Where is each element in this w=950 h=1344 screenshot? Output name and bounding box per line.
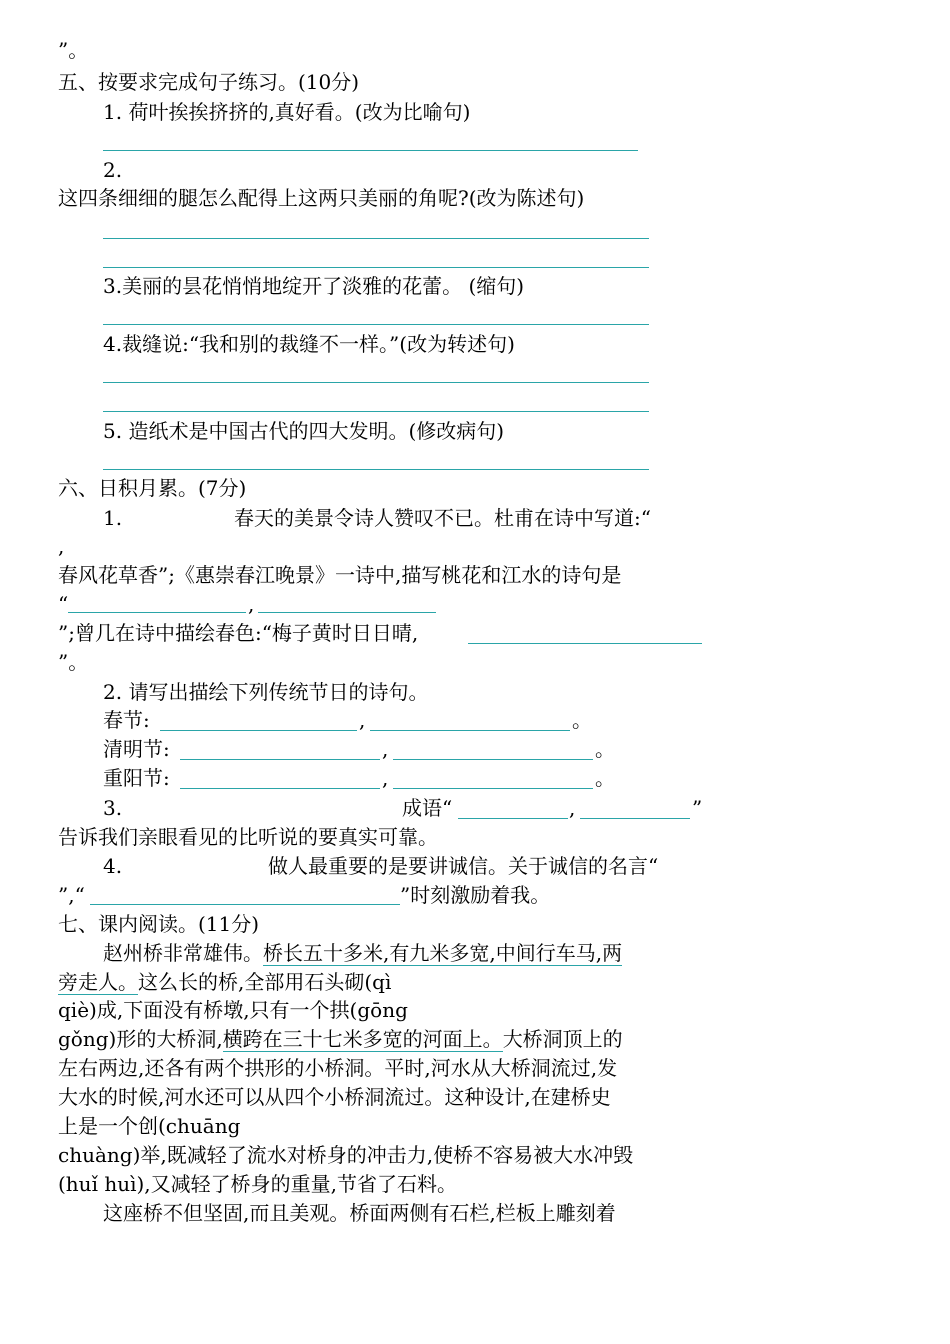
- passage-text: 赵州桥非常雄伟。: [103, 941, 263, 965]
- festival-end: 。: [572, 708, 592, 732]
- question-5-2: 这四条细细的腿怎么配得上这两只美丽的角呢?(改为陈述句): [58, 186, 585, 210]
- answer-line[interactable]: [160, 730, 357, 731]
- answer-line[interactable]: [103, 382, 649, 383]
- festival-sep: ,: [382, 766, 389, 790]
- answer-line[interactable]: [468, 643, 702, 644]
- question-6-4-line2-end: ”时刻激励着我。: [400, 883, 551, 907]
- answer-line[interactable]: [393, 788, 593, 789]
- passage-line: 大水的时候,河水还可以从四个小桥洞流过。这种设计,在建桥史: [58, 1085, 611, 1109]
- passage-line: qiè)成,下面没有桥墩,只有一个拱(gōng: [58, 998, 408, 1022]
- underlined-sentence: 横跨在三十七米多宽的河面上。: [222, 1027, 503, 1051]
- top-quote-end: ”。: [58, 38, 89, 62]
- question-5-2-number: 2.: [103, 158, 123, 182]
- passage-line: 这座桥不但坚固,而且美观。桥面两侧有石栏,栏板上雕刻着: [103, 1201, 616, 1225]
- answer-line[interactable]: [258, 612, 436, 613]
- answer-line[interactable]: [370, 730, 570, 731]
- question-5-5: 5. 造纸术是中国古代的四大发明。(修改病句): [103, 419, 505, 443]
- question-5-3: 3.美丽的昙花悄悄地绽开了淡雅的花蕾。 (缩句): [103, 274, 525, 298]
- question-6-3-line2: 告诉我们亲眼看见的比听说的要真实可靠。: [58, 825, 438, 849]
- answer-line[interactable]: [103, 267, 649, 268]
- passage-line: (huǐ huì),又减轻了桥身的重量,节省了石料。: [58, 1172, 457, 1196]
- answer-line[interactable]: [90, 904, 400, 905]
- festival-end: 。: [595, 737, 615, 761]
- question-6-4-line2-start: ”,“: [58, 883, 85, 907]
- question-5-4: 4.裁缝说:“我和别的裁缝不一样。”(改为转述句): [103, 332, 515, 356]
- question-6-1-end: ”。: [58, 650, 89, 674]
- underlined-sentence: 旁走人。: [58, 970, 138, 994]
- question-6-2: 2. 请写出描绘下列传统节日的诗句。: [103, 680, 429, 704]
- question-6-3-number: 3.: [103, 796, 123, 820]
- question-6-1-comma: ,: [58, 534, 65, 558]
- section-7-heading: 七、课内阅读。(11分): [58, 912, 260, 936]
- section-5-heading: 五、按要求完成句子练习。(10分): [58, 70, 360, 94]
- answer-line[interactable]: [103, 469, 649, 470]
- question-6-1-open-quote: “: [58, 592, 69, 616]
- question-5-1: 1. 荷叶挨挨挤挤的,真好看。(改为比喻句): [103, 100, 471, 124]
- passage-line: 上是一个创(chuāng: [58, 1114, 241, 1138]
- question-6-1-text: 春天的美景令诗人赞叹不已。杜甫在诗中写道:“: [234, 506, 651, 530]
- answer-line[interactable]: [68, 612, 246, 613]
- answer-line[interactable]: [393, 759, 593, 760]
- festival-end: 。: [595, 766, 615, 790]
- answer-line[interactable]: [103, 411, 649, 412]
- question-6-3-sep: ,: [569, 796, 576, 820]
- passage-line: 左右两边,还各有两个拱形的小桥洞。平时,河水从大桥洞流过,发: [58, 1056, 618, 1080]
- passage-line: [58, 1027, 623, 1051]
- question-6-3-end: ”: [692, 796, 703, 820]
- answer-line[interactable]: [103, 150, 638, 151]
- answer-line[interactable]: [580, 818, 690, 819]
- question-6-1-mid-comma: ,: [248, 592, 255, 616]
- festival-sep: ,: [359, 708, 366, 732]
- passage-line: [58, 970, 391, 994]
- answer-line[interactable]: [458, 818, 568, 819]
- passage-text: 这么长的桥,全部用石头砌(qì: [138, 970, 392, 994]
- festival-label-spring: 春节:: [103, 708, 150, 732]
- festival-label-qingming: 清明节:: [103, 737, 170, 761]
- answer-line[interactable]: [180, 759, 380, 760]
- answer-line[interactable]: [180, 788, 380, 789]
- underlined-sentence: 桥长五十多米,有九米多宽,中间行车马,两: [263, 941, 623, 965]
- festival-sep: ,: [382, 737, 389, 761]
- question-6-4-number: 4.: [103, 854, 123, 878]
- question-6-1-number: 1.: [103, 506, 123, 530]
- section-6-heading: 六、日积月累。(7分): [58, 476, 247, 500]
- answer-line[interactable]: [103, 238, 649, 239]
- answer-line[interactable]: [103, 324, 649, 325]
- question-6-1-line2: 春风花草香”;《惠崇春江晚景》一诗中,描写桃花和江水的诗句是: [58, 563, 622, 587]
- passage-line: chuàng)举,既减轻了流水对桥身的冲击力,使桥不容易被大水冲毁: [58, 1143, 634, 1167]
- passage-line: [103, 941, 622, 965]
- question-6-1-line4: ”;曾几在诗中描绘春色:“梅子黄时日日晴,: [58, 621, 419, 645]
- question-6-3-pre: 成语“: [402, 796, 453, 820]
- passage-text: gǒng)形的大桥洞,: [58, 1027, 223, 1051]
- festival-label-chongyang: 重阳节:: [103, 766, 170, 790]
- question-6-4-text: 做人最重要的是要讲诚信。关于诚信的名言“: [268, 854, 659, 878]
- passage-text: 大桥洞顶上的: [502, 1027, 623, 1051]
